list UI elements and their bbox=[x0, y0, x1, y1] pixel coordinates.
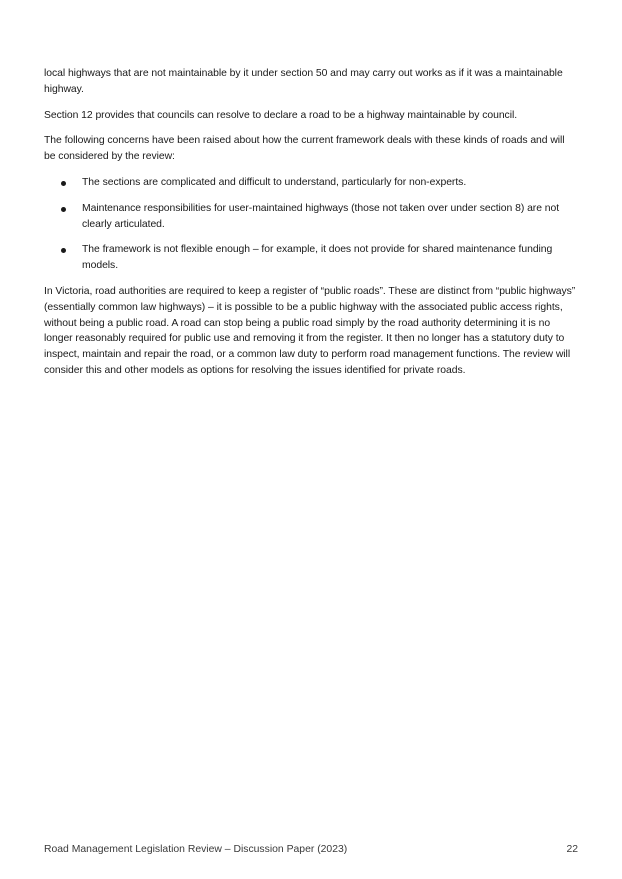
bullet-icon bbox=[61, 248, 66, 253]
bullet-icon bbox=[61, 207, 66, 212]
paragraph-concerns-intro: The following concerns have been raised about how the current framework deals with these kinds of roads and will be considered by the review: bbox=[44, 135, 565, 163]
document-body bbox=[44, 66, 578, 389]
page-footer bbox=[44, 844, 578, 855]
list-item-text: The framework is not flexible enough – for example, it does not provide for shared maintenance funding models. bbox=[82, 244, 553, 272]
paragraph-local-highways: local highways that are not maintainable by it under section 50 and may carry out works as if it was a maintainable highway. bbox=[44, 68, 563, 95]
list-item bbox=[44, 175, 578, 191]
page-number: 22 bbox=[566, 844, 578, 855]
concerns-list bbox=[44, 175, 578, 274]
paragraph-victoria: In Victoria, road authorities are required to keep a register of “public roads”. These are distinct from “public highways” (essentially common law highways) – it is possible to be a public highway with the associated public access rights, without being a public road. A road can stop being a public road simply by the road authority determining it is no longer reasonably required for public use and removing it from the register. It then no longer has a statutory duty to inspect, maintain and repair the road, or a common law duty to perform road management functions. The review will consider this and other models as options for resolving the issues identified for private roads. bbox=[44, 285, 576, 376]
paragraph-section-12: Section 12 provides that councils can resolve to declare a road to be a highway maintainable by council. bbox=[44, 109, 518, 121]
list-item bbox=[44, 201, 578, 233]
list-item-text: Maintenance responsibilities for user-maintained highways (those not taken over under section 8) are not clearly articulated. bbox=[82, 202, 560, 230]
list-item-text: The sections are complicated and difficult to understand, particularly for non-experts. bbox=[82, 176, 467, 188]
footer-title: Road Management Legislation Review – Discussion Paper (2023) bbox=[44, 844, 348, 855]
bullet-icon bbox=[61, 181, 66, 186]
list-item bbox=[44, 242, 578, 274]
